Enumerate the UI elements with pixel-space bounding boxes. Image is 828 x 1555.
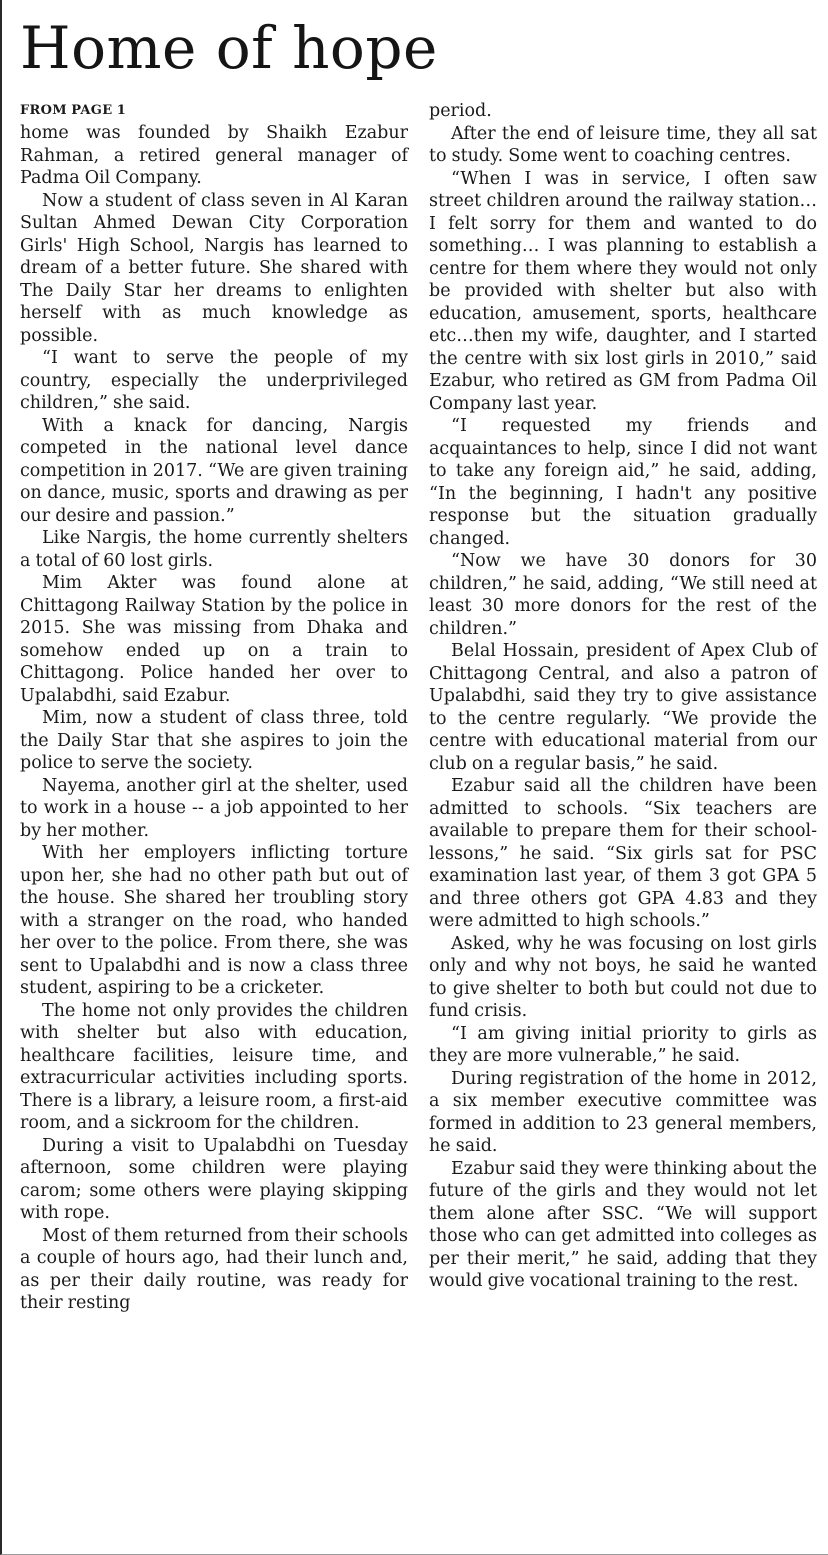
paragraph: “Now we have 30 donors for 30 children,” he said, adding, “We still need at least 30 more donors for the rest of the children.”: [429, 551, 817, 639]
continued-from-label: FROM PAGE 1: [20, 103, 127, 118]
paragraph: Asked, why he was focusing on lost girls only and why not boys, he said he wanted to give shelter to both but could not due to fund crisis.: [429, 933, 817, 1021]
article-column-left: [20, 100, 408, 1315]
paragraph: “I am giving initial priority to girls as they are more vulnerable,” he said.: [429, 1023, 817, 1066]
paragraph: Mim, now a student of class three, told the Daily Star that she aspires to join the police to serve the society.: [20, 708, 408, 773]
paragraph: With her employers inflicting torture upon her, she had no other path but out of the house. She shared her troubling story with a stranger on the road, who handed her over to the police. From there, she was sent to Upalabdhi and is now a class three student, aspiring to be a cricketer.: [20, 843, 408, 998]
paragraph: Nayema, another girl at the shelter, used to work in a house -- a job appointed to her by her mother.: [20, 775, 408, 841]
paragraph: “I requested my friends and acquaintances to help, since I did not want to take any foreign aid,” he said, adding, “In the beginning, I hadn't any positive response but the situation gradually changed.: [429, 416, 817, 549]
paragraph: During a visit to Upalabdhi on Tuesday afternoon, some children were playing carom; some others were playing skipping with rope.: [20, 1135, 408, 1223]
paragraph: “When I was in service, I often saw street children around the railway station…I felt sorry for them and wanted to do something… I was planning to establish a centre for them where they would not only be provided with shelter but also with education, amusement, sports, healthcare etc…then my wife, daughter, and I started the centre with six lost girls in 2010,” said Ezabur, who retired as GM from Padma Oil Company last year.: [429, 168, 817, 414]
paragraph: Ezabur said all the children have been admitted to schools. “Six teachers are available to prepare them for their school-lessons,” he said. “Six girls sat for PSC examination last year, of them 3 got GPA 5 and three others got GPA 4.83 and they were admitted to high schools.”: [429, 776, 817, 931]
paragraph: “I want to serve the people of my country, especially the underprivileged children,” she said.: [20, 348, 408, 413]
paragraph: After the end of leisure time, they all sat to study. Some went to coaching centres.: [429, 123, 817, 166]
paragraph: Belal Hossain, president of Apex Club of Chittagong Central, and also a patron of Upalabdhi, said they try to give assistance to the centre regularly. “We provide the centre with educational material from our club on a regular basis,” he said.: [429, 641, 817, 774]
paragraph: period.: [429, 101, 492, 121]
paragraph: With a knack for dancing, Nargis competed in the national level dance competition in 2017. “We are given training on dance, music, sports and drawing as per our desire and passion.”: [20, 415, 408, 526]
paragraph: Now a student of class seven in Al Karan Sultan Ahmed Dewan City Corporation Girls' High School, Nargis has learned to dream of a better future. She shared with The Daily Star her dreams to enlighten herself with as much knowledge as possible.: [20, 190, 408, 346]
paragraph: home was founded by Shaikh Ezabur Rahman, a retired general manager of Padma Oil Company.: [20, 123, 408, 188]
paragraph: Like Nargis, the home currently shelters a total of 60 lost girls.: [20, 528, 408, 571]
paragraph: Most of them returned from their schools a couple of hours ago, had their lunch and, as per their daily routine, was ready for their resting: [20, 1225, 408, 1313]
article-column-right: [429, 100, 817, 1293]
paragraph: The home not only provides the children with shelter but also with education, healthcare facilities, leisure time, and extracurricular activities including sports. There is a library, a leisure room, a first-aid room, and a sickroom for the children.: [20, 1000, 408, 1133]
paragraph: Mim Akter was found alone at Chittagong Railway Station by the police in 2015. She was missing from Dhaka and somehow ended up on a train to Chittagong. Police handed her over to Upalabdhi, said Ezabur.: [20, 573, 408, 706]
paragraph: During registration of the home in 2012, a six member executive committee was formed in addition to 23 general members, he said.: [429, 1068, 817, 1156]
paragraph: Ezabur said they were thinking about the future of the girls and they would not let them alone after SSC. “We will support those who can get admitted into colleges as per their merit,” he said, adding that they would give vocational training to the rest.: [429, 1158, 817, 1291]
headline: Home of hope: [20, 14, 438, 82]
